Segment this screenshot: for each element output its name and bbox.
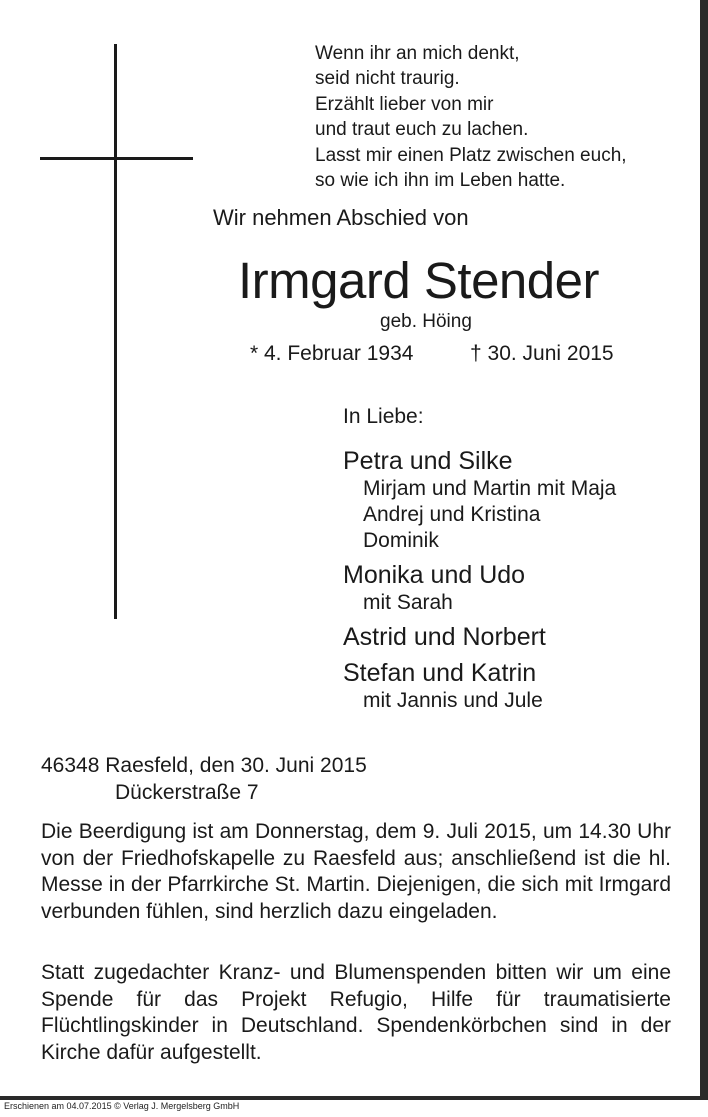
publication-footer: Erschienen am 04.07.2015 © Verlag J. Mergelsberg GmbH (4, 1101, 240, 1111)
frame-border-right (700, 0, 708, 1100)
poem-line: und traut euch zu lachen. (315, 119, 529, 141)
family-sub: Dominik (363, 529, 439, 552)
family-group (343, 622, 616, 652)
poem-line: Wenn ihr an mich denkt, (315, 43, 520, 64)
family-sub: Andrej und Kristina (363, 503, 541, 526)
cross-icon-horizontal (40, 157, 193, 160)
frame-border-bottom (0, 1096, 708, 1100)
family-head: Astrid und Norbert (343, 623, 546, 651)
family-head: Petra und Silke (343, 447, 513, 475)
address-block (41, 752, 367, 806)
cross-icon-vertical (114, 44, 117, 619)
place-date: 46348 Raesfeld, den 30. Juni 2015 (41, 754, 367, 777)
family-group (343, 658, 616, 714)
death-date: † 30. Juni 2015 (470, 342, 614, 365)
poem (315, 41, 627, 193)
family-group (343, 560, 616, 616)
poem-line: seid nicht traurig. (315, 68, 460, 90)
family-sub: mit Jannis und Jule (363, 689, 543, 712)
family-sub: mit Sarah (363, 591, 453, 614)
donation-paragraph: Statt zugedachter Kranz- und Blumenspenden bitten wir um eine Spende für das Projekt Refugio, Hilfe für traumatisierte Flüchtlingskinder in Deutschland. Spendenkörbchen sind in der Kirche dafür aufgestellt. (41, 961, 671, 1064)
family-head: Stefan und Katrin (343, 659, 537, 687)
family-sub: Mirjam und Martin mit Maja (363, 477, 617, 500)
deceased-name: Irmgard Stender (238, 252, 600, 309)
intro-text: Wir nehmen Abschied von (213, 205, 469, 230)
family-head: Monika und Udo (343, 561, 526, 589)
family-group (343, 446, 616, 554)
family-list (343, 446, 616, 714)
birth-date: * 4. Februar 1934 (250, 342, 414, 365)
funeral-info-paragraph: Die Beerdigung ist am Donnerstag, dem 9. Juli 2015, um 14.30 Uhr von der Friedhofskapelle zu Raesfeld aus; anschließend ist die hl. Messe in der Pfarrkirche St. Martin. Diejenigen, die sich mit Irmgard verbunden fühlen, sind herzlich dazu eingeladen. (41, 820, 671, 923)
poem-line: Erzählt lieber von mir (315, 93, 494, 115)
poem-line: Lasst mir einen Platz zwischen euch, (315, 144, 627, 166)
birth-name: geb. Höing (380, 311, 472, 332)
street: Dückerstraße 7 (115, 781, 259, 804)
poem-line: so wie ich ihn im Leben hatte. (315, 170, 566, 192)
love-label: In Liebe: (343, 405, 424, 428)
